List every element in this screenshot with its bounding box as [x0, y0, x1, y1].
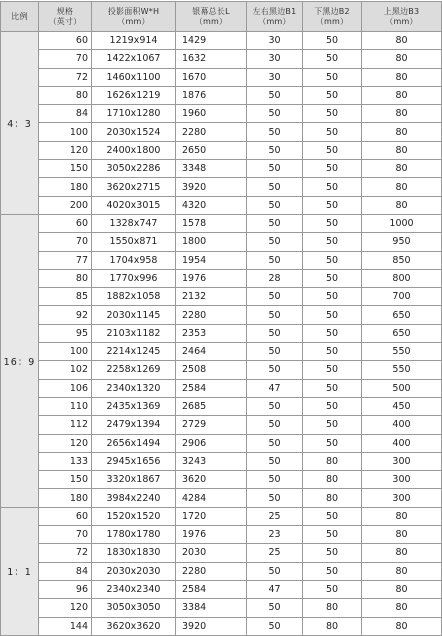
bottom-border-cell: 50	[303, 397, 362, 415]
table-row	[1, 562, 442, 580]
ratio-cell: 4：3	[1, 32, 39, 215]
size-cell: 60	[39, 507, 92, 525]
size-cell: 120	[39, 141, 92, 159]
side-border-cell: 25	[247, 507, 303, 525]
side-border-cell: 50	[247, 251, 303, 269]
size-cell: 70	[39, 233, 92, 251]
bottom-border-cell: 50	[303, 306, 362, 324]
bottom-border-cell: 80	[303, 599, 362, 617]
screen-length-cell: 3348	[176, 160, 247, 178]
projection-area-cell: 2030x1524	[92, 123, 176, 141]
table-row	[1, 544, 442, 562]
projection-area-cell: 3050x3050	[92, 599, 176, 617]
table-row	[1, 178, 442, 196]
table-row	[1, 489, 442, 507]
header-projection-area: 投影面积W*H （mm）	[92, 2, 176, 32]
projection-area-cell: 1219x914	[92, 32, 176, 50]
bottom-border-cell: 50	[303, 233, 362, 251]
table-row	[1, 507, 442, 525]
size-cell: 85	[39, 288, 92, 306]
side-border-cell: 50	[247, 361, 303, 379]
size-cell: 95	[39, 324, 92, 342]
side-border-cell: 50	[247, 471, 303, 489]
top-border-cell: 80	[362, 68, 442, 86]
screen-length-cell: 1670	[176, 68, 247, 86]
bottom-border-cell: 50	[303, 105, 362, 123]
side-border-cell: 50	[247, 86, 303, 104]
top-border-cell: 300	[362, 452, 442, 470]
screen-length-cell: 2132	[176, 288, 247, 306]
screen-length-cell: 2906	[176, 434, 247, 452]
top-border-cell: 80	[362, 141, 442, 159]
size-cell: 100	[39, 123, 92, 141]
ratio-cell: 16：9	[1, 214, 39, 507]
size-cell: 102	[39, 361, 92, 379]
bottom-border-cell: 50	[303, 269, 362, 287]
table-row	[1, 379, 442, 397]
top-border-cell: 80	[362, 178, 442, 196]
screen-length-cell: 1960	[176, 105, 247, 123]
ratio-cell: 1：1	[1, 507, 39, 635]
screen-length-cell: 3620	[176, 471, 247, 489]
side-border-cell: 50	[247, 105, 303, 123]
table-row	[1, 343, 442, 361]
top-border-cell: 400	[362, 434, 442, 452]
screen-length-cell: 2464	[176, 343, 247, 361]
screen-length-cell: 1720	[176, 507, 247, 525]
projection-area-cell: 1550x871	[92, 233, 176, 251]
projection-area-cell: 2030x1145	[92, 306, 176, 324]
projection-area-cell: 2340x1320	[92, 379, 176, 397]
bottom-border-cell: 80	[303, 617, 362, 635]
size-cell: 110	[39, 397, 92, 415]
bottom-border-cell: 80	[303, 489, 362, 507]
projection-area-cell: 3620x3620	[92, 617, 176, 635]
side-border-cell: 47	[247, 580, 303, 598]
bottom-border-cell: 50	[303, 141, 362, 159]
projection-area-cell: 2103x1182	[92, 324, 176, 342]
table-row	[1, 160, 442, 178]
projection-area-cell: 1710x1280	[92, 105, 176, 123]
screen-length-cell: 1976	[176, 526, 247, 544]
size-cell: 70	[39, 526, 92, 544]
screen-length-cell: 3243	[176, 452, 247, 470]
top-border-cell: 850	[362, 251, 442, 269]
projection-area-cell: 2400x1800	[92, 141, 176, 159]
bottom-border-cell: 50	[303, 68, 362, 86]
side-border-cell: 30	[247, 32, 303, 50]
table-row	[1, 471, 442, 489]
bottom-border-cell: 80	[303, 471, 362, 489]
bottom-border-cell: 80	[303, 452, 362, 470]
screen-length-cell: 1954	[176, 251, 247, 269]
side-border-cell: 25	[247, 544, 303, 562]
table-row	[1, 434, 442, 452]
screen-length-cell: 2650	[176, 141, 247, 159]
top-border-cell: 300	[362, 471, 442, 489]
size-cell: 120	[39, 434, 92, 452]
bottom-border-cell: 50	[303, 214, 362, 232]
size-cell: 112	[39, 416, 92, 434]
table-row	[1, 105, 442, 123]
projection-area-cell: 2030x2030	[92, 562, 176, 580]
screen-length-cell: 2280	[176, 123, 247, 141]
size-cell: 80	[39, 86, 92, 104]
side-border-cell: 50	[247, 123, 303, 141]
side-border-cell: 50	[247, 233, 303, 251]
side-border-cell: 50	[247, 343, 303, 361]
screen-length-cell: 3920	[176, 617, 247, 635]
top-border-cell: 800	[362, 269, 442, 287]
bottom-border-cell: 50	[303, 544, 362, 562]
projection-area-cell: 1520x1520	[92, 507, 176, 525]
bottom-border-cell: 50	[303, 562, 362, 580]
projection-area-cell: 3050x2286	[92, 160, 176, 178]
screen-length-cell: 2685	[176, 397, 247, 415]
size-cell: 180	[39, 489, 92, 507]
size-cell: 200	[39, 196, 92, 214]
top-border-cell: 80	[362, 562, 442, 580]
projection-area-cell: 2214x1245	[92, 343, 176, 361]
side-border-cell: 50	[247, 141, 303, 159]
table-row	[1, 324, 442, 342]
top-border-cell: 80	[362, 196, 442, 214]
screen-length-cell: 3920	[176, 178, 247, 196]
bottom-border-cell: 50	[303, 196, 362, 214]
bottom-border-cell: 50	[303, 361, 362, 379]
top-border-cell: 80	[362, 544, 442, 562]
bottom-border-cell: 50	[303, 160, 362, 178]
screen-length-cell: 2584	[176, 379, 247, 397]
size-cell: 84	[39, 105, 92, 123]
table-body	[1, 32, 442, 636]
top-border-cell: 650	[362, 306, 442, 324]
header-ratio: 比例	[1, 2, 39, 32]
size-cell: 77	[39, 251, 92, 269]
size-cell: 96	[39, 580, 92, 598]
top-border-cell: 550	[362, 361, 442, 379]
bottom-border-cell: 50	[303, 123, 362, 141]
bottom-border-cell: 50	[303, 580, 362, 598]
projection-area-cell: 1626x1219	[92, 86, 176, 104]
side-border-cell: 50	[247, 416, 303, 434]
top-border-cell: 650	[362, 324, 442, 342]
side-border-cell: 50	[247, 324, 303, 342]
side-border-cell: 47	[247, 379, 303, 397]
side-border-cell: 50	[247, 160, 303, 178]
top-border-cell: 80	[362, 123, 442, 141]
projection-area-cell: 1422x1067	[92, 50, 176, 68]
header-bottom-border: 下黑边B2 （mm）	[303, 2, 362, 32]
top-border-cell: 1000	[362, 214, 442, 232]
projection-area-cell: 2479x1394	[92, 416, 176, 434]
side-border-cell: 50	[247, 617, 303, 635]
screen-length-cell: 1578	[176, 214, 247, 232]
side-border-cell: 50	[247, 196, 303, 214]
projection-area-cell: 2258x1269	[92, 361, 176, 379]
side-border-cell: 50	[247, 434, 303, 452]
projection-area-cell: 1830x1830	[92, 544, 176, 562]
screen-length-cell: 4284	[176, 489, 247, 507]
size-cell: 180	[39, 178, 92, 196]
size-cell: 144	[39, 617, 92, 635]
top-border-cell: 300	[362, 489, 442, 507]
screen-spec-table	[0, 1, 442, 636]
screen-length-cell: 2353	[176, 324, 247, 342]
side-border-cell: 50	[247, 306, 303, 324]
table-row	[1, 68, 442, 86]
top-border-cell: 80	[362, 617, 442, 635]
top-border-cell: 80	[362, 32, 442, 50]
bottom-border-cell: 50	[303, 251, 362, 269]
side-border-cell: 50	[247, 214, 303, 232]
bottom-border-cell: 50	[303, 178, 362, 196]
size-cell: 120	[39, 599, 92, 617]
table-row	[1, 361, 442, 379]
header-side-border: 左右黑边B1 （mm）	[247, 2, 303, 32]
bottom-border-cell: 50	[303, 343, 362, 361]
bottom-border-cell: 50	[303, 86, 362, 104]
side-border-cell: 50	[247, 178, 303, 196]
screen-length-cell: 2030	[176, 544, 247, 562]
side-border-cell: 50	[247, 288, 303, 306]
size-cell: 72	[39, 544, 92, 562]
top-border-cell: 450	[362, 397, 442, 415]
top-border-cell: 400	[362, 416, 442, 434]
projection-area-cell: 2435x1369	[92, 397, 176, 415]
projection-area-cell: 1770x996	[92, 269, 176, 287]
projection-area-cell: 1882x1058	[92, 288, 176, 306]
table-row	[1, 50, 442, 68]
projection-area-cell: 1704x958	[92, 251, 176, 269]
size-cell: 150	[39, 160, 92, 178]
top-border-cell: 80	[362, 507, 442, 525]
screen-length-cell: 2280	[176, 306, 247, 324]
size-cell: 150	[39, 471, 92, 489]
size-cell: 70	[39, 50, 92, 68]
top-border-cell: 500	[362, 379, 442, 397]
size-cell: 72	[39, 68, 92, 86]
top-border-cell: 80	[362, 105, 442, 123]
table-row	[1, 269, 442, 287]
projection-area-cell: 1328x747	[92, 214, 176, 232]
table-row	[1, 617, 442, 635]
table-row	[1, 141, 442, 159]
table-row	[1, 196, 442, 214]
table-row	[1, 397, 442, 415]
bottom-border-cell: 50	[303, 288, 362, 306]
bottom-border-cell: 50	[303, 507, 362, 525]
screen-length-cell: 4320	[176, 196, 247, 214]
bottom-border-cell: 50	[303, 379, 362, 397]
top-border-cell: 700	[362, 288, 442, 306]
bottom-border-cell: 50	[303, 50, 362, 68]
table-row	[1, 452, 442, 470]
screen-length-cell: 1632	[176, 50, 247, 68]
screen-length-cell: 1976	[176, 269, 247, 287]
screen-length-cell: 1800	[176, 233, 247, 251]
table-row	[1, 306, 442, 324]
size-cell: 84	[39, 562, 92, 580]
top-border-cell: 80	[362, 580, 442, 598]
header-top-border: 上黑边B3 （mm）	[362, 2, 442, 32]
size-cell: 60	[39, 32, 92, 50]
size-cell: 106	[39, 379, 92, 397]
top-border-cell: 950	[362, 233, 442, 251]
table-row	[1, 86, 442, 104]
header-row	[1, 2, 442, 32]
size-cell: 80	[39, 269, 92, 287]
projection-area-cell: 3320x1867	[92, 471, 176, 489]
projection-area-cell: 3620x2715	[92, 178, 176, 196]
side-border-cell: 50	[247, 397, 303, 415]
projection-area-cell: 2340x2340	[92, 580, 176, 598]
table-row	[1, 32, 442, 50]
side-border-cell: 50	[247, 599, 303, 617]
projection-area-cell: 4020x3015	[92, 196, 176, 214]
header-screen-length: 银幕总长L （mm）	[176, 2, 247, 32]
table-row	[1, 233, 442, 251]
top-border-cell: 80	[362, 526, 442, 544]
side-border-cell: 50	[247, 489, 303, 507]
top-border-cell: 80	[362, 86, 442, 104]
size-cell: 100	[39, 343, 92, 361]
size-cell: 60	[39, 214, 92, 232]
table-row	[1, 580, 442, 598]
bottom-border-cell: 50	[303, 416, 362, 434]
screen-length-cell: 2280	[176, 562, 247, 580]
screen-length-cell: 2584	[176, 580, 247, 598]
table-row	[1, 526, 442, 544]
bottom-border-cell: 50	[303, 434, 362, 452]
side-border-cell: 30	[247, 50, 303, 68]
screen-length-cell: 2508	[176, 361, 247, 379]
table-row	[1, 123, 442, 141]
side-border-cell: 50	[247, 562, 303, 580]
top-border-cell: 80	[362, 599, 442, 617]
size-cell: 133	[39, 452, 92, 470]
side-border-cell: 50	[247, 452, 303, 470]
screen-length-cell: 2729	[176, 416, 247, 434]
projection-area-cell: 2945x1656	[92, 452, 176, 470]
table-row	[1, 214, 442, 232]
top-border-cell: 550	[362, 343, 442, 361]
header-size: 规格 （英寸）	[39, 2, 92, 32]
top-border-cell: 80	[362, 160, 442, 178]
side-border-cell: 30	[247, 68, 303, 86]
size-cell: 92	[39, 306, 92, 324]
top-border-cell: 80	[362, 50, 442, 68]
table-row	[1, 288, 442, 306]
projection-area-cell: 1780x1780	[92, 526, 176, 544]
side-border-cell: 23	[247, 526, 303, 544]
bottom-border-cell: 50	[303, 32, 362, 50]
projection-area-cell: 3984x2240	[92, 489, 176, 507]
projection-area-cell: 1460x1100	[92, 68, 176, 86]
screen-length-cell: 1876	[176, 86, 247, 104]
table-row	[1, 251, 442, 269]
screen-length-cell: 1429	[176, 32, 247, 50]
bottom-border-cell: 50	[303, 526, 362, 544]
projection-area-cell: 2656x1494	[92, 434, 176, 452]
bottom-border-cell: 50	[303, 324, 362, 342]
screen-length-cell: 3384	[176, 599, 247, 617]
table-row	[1, 599, 442, 617]
side-border-cell: 28	[247, 269, 303, 287]
table-row	[1, 416, 442, 434]
